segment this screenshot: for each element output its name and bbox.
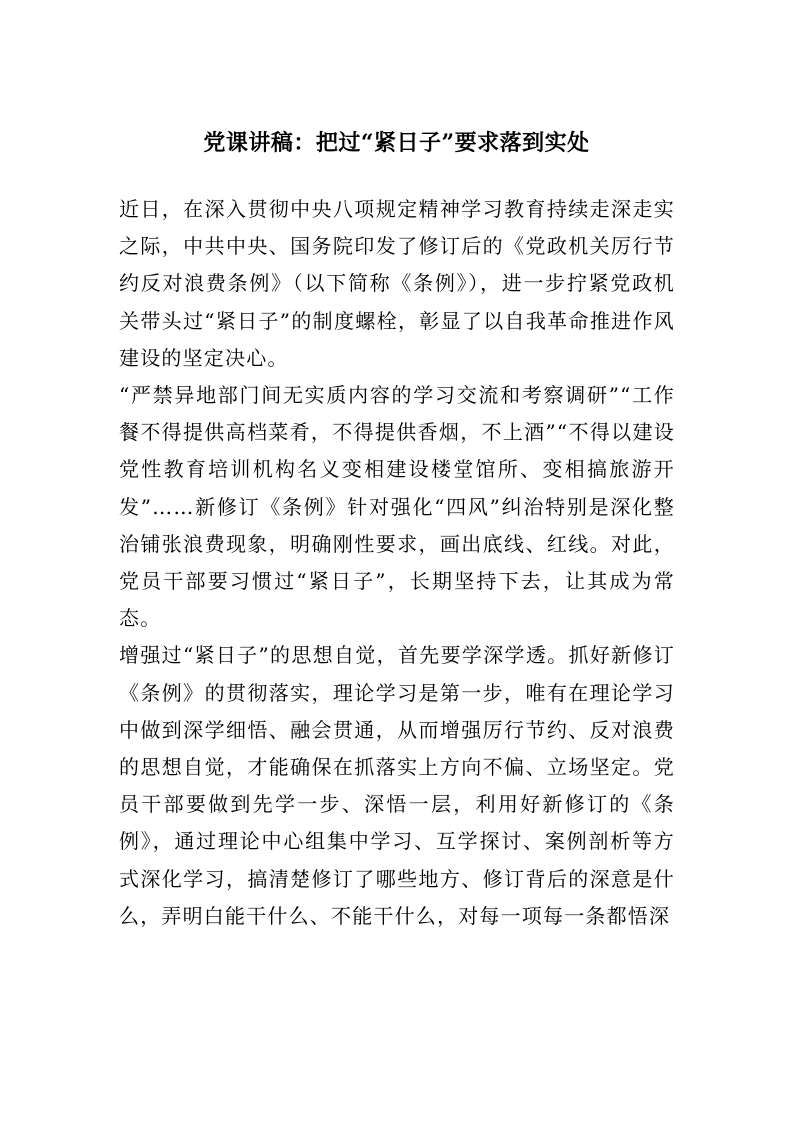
- document-body: [119, 191, 675, 935]
- paragraph-2: “严禁异地部门间无实质内容的学习交流和考察调研”“工作餐不得提供高档菜肴，不得提供香烟，不上酒”“不得以建设党性教育培训机构名义变相建设楼堂馆所、变相搞旅游开发”……新修订《条例》针对强化“四风”纠治特别是深化整治铺张浪费现象，明确刚性要求，画出底线、红线。对此，党员干部要习惯过“紧日子”，长期坚持下去，让其成为常态。: [119, 383, 675, 631]
- paragraph-1: 近日，在深入贯彻中央八项规定精神学习教育持续走深走实之际，中共中央、国务院印发了修订后的《党政机关厉行节约反对浪费条例》（以下简称《条例》），进一步拧紧党政机关带头过“紧日子”的制度螺栓，彰显了以自我革命推进作风建设的坚定决心。: [119, 197, 675, 370]
- document-title: 党课讲稿：把过“紧日子”要求落到实处: [203, 130, 590, 156]
- paragraph-3: 增强过“紧日子”的思想自觉，首先要学深学透。抓好新修订《条例》的贯彻落实，理论学习是第一步，唯有在理论学习中做到深学细悟、融会贯通，从而增强厉行节约、反对浪费的思想自觉，才能确保在抓落实上方向不偏、立场坚定。党员干部要做到先学一步、深悟一层，利用好新修订的《条例》，通过理论中心组集中学习、互学探讨、案例剖析等方式深化学习，搞清楚修订了哪些地方、修订背后的深意是什么，弄明白能干什么、不能干什么，对每一项每一条都悟深: [119, 643, 675, 928]
